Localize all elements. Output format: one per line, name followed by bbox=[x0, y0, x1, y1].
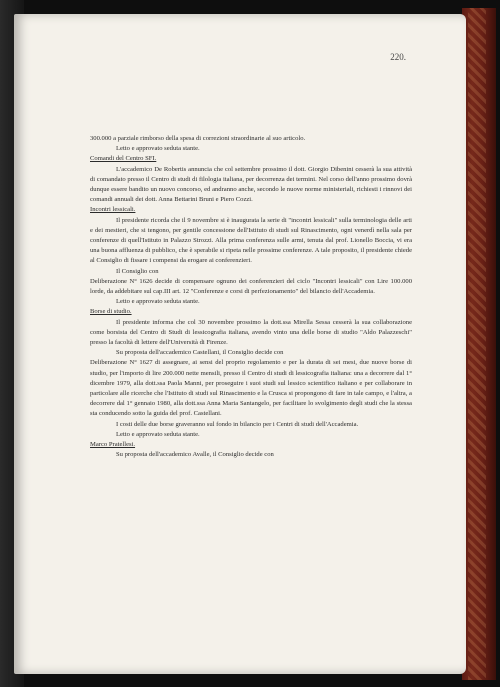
paragraph: Su proposta dell'accademico Castellani, il Consiglio decide con bbox=[116, 349, 284, 357]
paragraph: Letto e approvato seduta stante. bbox=[116, 298, 200, 306]
paragraph: Il presidente informa che col 30 novembre prossimo la dott.ssa Mirella Sessa cesserà la sua collaborazione come borsista del Centro di Studi di lessicografia italiana, avendo vinto una delle borse di studio "Aldo Palazzeschi" presso la facoltà di lettere dell'Università di Firenze. bbox=[90, 318, 412, 347]
book-binding bbox=[462, 8, 496, 680]
section-heading: Comandi del Centro SFI. bbox=[90, 155, 157, 163]
section-heading: Borse di studio. bbox=[90, 308, 132, 316]
paragraph: Il presidente ricorda che il 9 novembre si è inaugurata la serie di "incontri lessicali" sulla terminologia delle arti e dei mestieri, che si tengono, per gentile concessione dell'Istituto di studi sul Rinascimento, ogni venerdì nella sala per conferenze di quell'Istituto in Palazzo Strozzi. Alla prima conferenza sulle armi, tenuta dal prof. Lionello Boccia, vi era una buona affluenza di pubblico, che è sperabile si ripeta nelle prossime conferenze. A tale proposito, il presidente chiede al Consiglio di fissare i compensi da erogare ai conferenzieri. bbox=[90, 216, 412, 265]
paragraph: Deliberazione N° 1626 decide di compensare ognuno dei conferenzieri del ciclo "Incontri lessicali" con Lire 100.000 lorde, da addebitare sul cap.III art. 12 "Conferenze e corsi di perfezionamento" del bilancio dell'Accademia. bbox=[90, 277, 412, 296]
section-heading: Incontri lessicali. bbox=[90, 206, 136, 214]
page-number: 220. bbox=[390, 52, 406, 62]
binding-pattern bbox=[468, 8, 486, 680]
paragraph: Letto e approvato seduta stante. bbox=[116, 145, 200, 153]
paragraph: 300.000 a parziale rimborso della spesa di correzioni straordinarie al suo articolo. bbox=[90, 135, 306, 142]
paragraph: I costi delle due borse graveranno sul fondo in bilancio per i Centri di studi dell'Accademia. bbox=[116, 420, 359, 428]
paragraph: Letto e approvato seduta stante. bbox=[116, 430, 200, 438]
paragraph: Su proposta dell'accademico Avalle, il Consiglio decide con bbox=[116, 451, 274, 459]
section-heading: Marco Pratellesi. bbox=[90, 441, 136, 449]
paragraph: L'accademico De Robertis annuncia che col settembre prossimo il dott. Giorgio Dibenini cesserà la sua attività di comandato presso il Centro di studi di filologia italiana, per decorrenza dei termini. Nel corso dell'anno prossimo dovrà dunque essere bandito un nuovo concorso, ed andranno anche, secondo le nuove norme ministeriali, richiesti i rinnovi dei comandi annuali dei dott. Anna Bettarini Bruni e Piero Cozzi. bbox=[90, 165, 412, 204]
document-page bbox=[14, 14, 466, 674]
page-content bbox=[90, 134, 412, 461]
paragraph: Il Consiglio con bbox=[116, 267, 159, 275]
paragraph: Deliberazione N° 1627 di assegnare, ai sensi del proprio regolamento e per la durata di sei mesi, due nuove borse di studio, per l'importo di lire 200.000 nette mensili, presso il Centro di studi di lessicografia italiana: una a decorrere dal 1° dicembre 1979, alla dott.ssa Paola Manni, per proseguire i suoi studi sul lessico scientifico italiano e per collaborare in particolare alle ricerche che l'Istituto di studi sul Rinascimento e la Crusca si propongono di fare in tale campo, e l'altra, a decorrere dal 1° gennaio 1980, alla dott.ssa Anna Maria Santangelo, per facilitare lo svolgimento degli studi che la stessa sta conducendo sotto la guida del prof. Castellani. bbox=[90, 359, 412, 418]
